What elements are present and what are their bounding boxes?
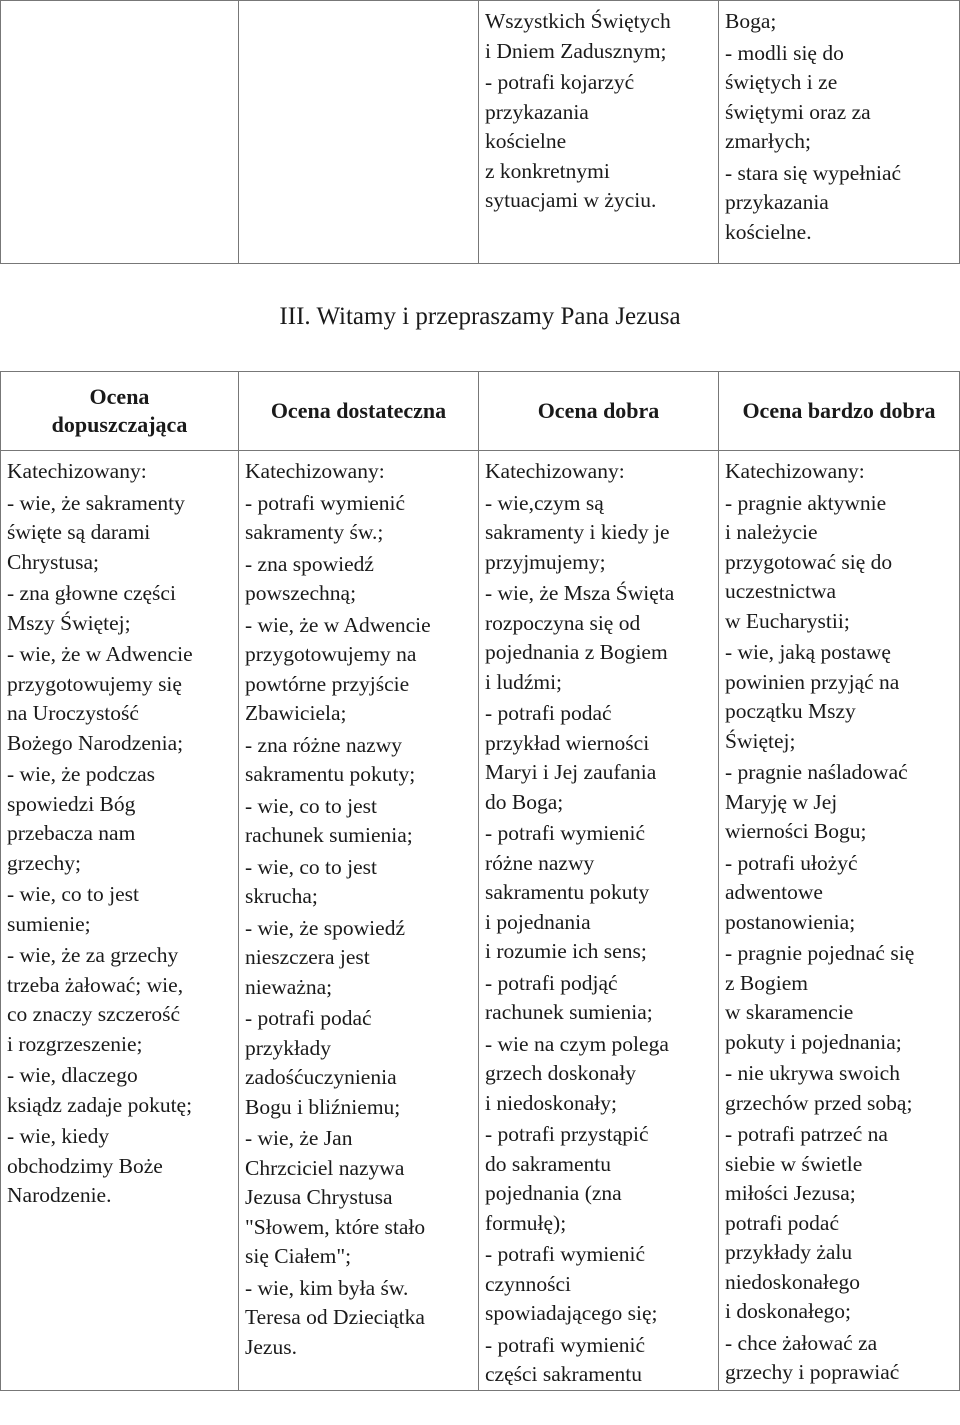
text-line: - potrafi patrzeć na [725, 1122, 888, 1146]
cell-dopuszczajaca-lines [7, 457, 238, 1211]
text-line: powtórne przyjście [245, 671, 410, 696]
text-line: przykazania [485, 99, 589, 124]
text-line: niedoskonałego [725, 1269, 860, 1294]
text-line: do sakramentu [485, 1151, 611, 1176]
text-line: "Słowem, które stało [245, 1214, 426, 1239]
text-line: nieszczera jest [245, 945, 370, 969]
text-line: Bogu i bliźniemu; [245, 1094, 401, 1119]
text-line: - wie, że spowiedź [245, 915, 405, 940]
text-line: nieważna; [245, 974, 333, 999]
text-line: formułę); [485, 1210, 567, 1235]
header-dostateczna [239, 372, 479, 451]
text-line: sakramenty św.; [245, 520, 384, 544]
text-line: - wie, co to jest [245, 854, 377, 879]
header-dostateczna-label: Ocena dostateczna [270, 398, 447, 423]
text-line: Jezus. [245, 1334, 297, 1359]
text-line: przebacza nam [7, 821, 136, 845]
text-line: przygotowujemy na [245, 642, 417, 666]
text-line: - zna różne nazwy [245, 732, 402, 757]
text-line: pojednania z Bogiem [485, 640, 668, 664]
text-line: rachunek sumienia; [245, 823, 413, 847]
text-line: Katechizowany: [7, 459, 147, 483]
text-line: - wie, że w Adwencie [7, 642, 193, 666]
text-line: rozpoczyna się od [485, 610, 641, 635]
text-line: Maryi i Jej zaufania [485, 760, 657, 784]
text-line: i rozgrzeszenie; [7, 1031, 143, 1056]
text-line: - pragnie pojednać się [725, 941, 915, 965]
text-line: pokuty i pojednania; [725, 1029, 902, 1054]
text-line: Teresa od Dzieciątka [245, 1305, 425, 1329]
text-line: przykłady [245, 1035, 331, 1060]
cell-dostateczna [239, 451, 479, 1391]
text-line: - wie, że Msza Święta [485, 581, 675, 605]
top-col-dobra-lines [485, 7, 718, 216]
text-line: Katechizowany: [245, 459, 385, 483]
text-line: Jezusa Chrystusa [245, 1185, 393, 1209]
text-line: sakramentu pokuty [485, 880, 650, 904]
text-line: z konkretnymi [485, 158, 610, 183]
text-line: kościelne. [725, 219, 812, 244]
text-line: postanowienia; [725, 909, 856, 934]
text-line: miłości Jezusa; [725, 1181, 856, 1205]
cell-dobra-lines [485, 457, 718, 1390]
grading-table [0, 371, 960, 1391]
text-line: powszechną; [245, 581, 357, 605]
text-line: - wie, że w Adwencie [245, 612, 431, 637]
text-line: - modli się do [725, 40, 844, 65]
text-line: - potrafi przystąpić [485, 1122, 649, 1146]
cell-bardzo-dobra-lines [725, 457, 959, 1388]
text-line: początku Mszy [725, 699, 856, 723]
text-line: - potrafi ułożyć [725, 850, 858, 875]
text-line: - zna głowne części [7, 581, 176, 605]
text-line: zmarłych; [725, 129, 811, 153]
text-line: - wie, dlaczego [7, 1063, 138, 1087]
content-row [1, 451, 960, 1391]
top-table [0, 0, 960, 264]
text-line: spowiedzi Bóg [7, 791, 136, 816]
text-line: Boga; [725, 9, 777, 33]
header-dopuszczajaca-line-1: Ocena [89, 384, 150, 409]
text-line: - nie ukrywa swoich [725, 1061, 900, 1085]
text-line: i pojednania [485, 909, 591, 934]
text-line: - potrafi podać [485, 701, 612, 725]
text-line: przykład wierności [485, 730, 650, 755]
header-dopuszczajaca-line-2: dopuszczająca [51, 412, 188, 437]
text-line: w Eucharystii; [725, 608, 850, 633]
text-line: sytuacjami w życiu. [485, 188, 657, 212]
text-line: - wie na czym polega [485, 1031, 669, 1056]
text-line: rachunek sumienia; [485, 1000, 653, 1024]
text-line: - wie, co to jest [245, 793, 377, 818]
text-line: - wie, kim była św. [245, 1275, 409, 1300]
text-line: kościelne [485, 129, 567, 153]
text-line: przygotowujemy się [7, 671, 182, 696]
text-line: trzeba żałować; wie, [7, 972, 184, 997]
text-line: uczestnictwa [725, 579, 837, 603]
text-line: się Ciałem"; [245, 1244, 352, 1268]
text-line: powinien przyjąć na [725, 669, 900, 694]
text-line: - pragnie aktywnie [725, 490, 887, 515]
text-line: Zbawiciela; [245, 701, 347, 725]
text-line: - chce żałować za [725, 1330, 878, 1355]
text-line: święte są darami [7, 520, 151, 544]
top-col-bardzo-dobra [719, 1, 960, 264]
text-line: przykłady żalu [725, 1240, 853, 1264]
text-line: przygotować się do [725, 549, 893, 574]
text-line: - wie, kiedy [7, 1124, 110, 1148]
text-line: zadośćuczynienia [245, 1065, 397, 1089]
cell-dostateczna-lines [245, 457, 478, 1362]
text-line: sakramentu pokuty; [245, 762, 416, 786]
header-dopuszczajaca [1, 372, 239, 451]
text-line: przyjmujemy; [485, 549, 606, 574]
text-line: grzech doskonały [485, 1061, 637, 1085]
text-line: - wie,czym są [485, 490, 604, 515]
text-line: ksiądz zadaje pokutę; [7, 1092, 193, 1117]
text-line: - potrafi wymienić [245, 490, 406, 515]
text-line: i należycie [725, 520, 818, 544]
text-line: skrucha; [245, 884, 318, 908]
top-col-dopuszczajaca [1, 1, 239, 264]
text-line: sumienie; [7, 911, 91, 936]
text-line: świętymi oraz za [725, 99, 871, 124]
text-line: przykazania [725, 190, 829, 214]
text-line: - wie, że sakramenty [7, 490, 185, 515]
text-line: Katechizowany: [725, 459, 865, 483]
text-line: - wie, co to jest [7, 882, 139, 906]
text-line: w skaramencie [725, 1000, 854, 1024]
text-line: i rozumie ich sens; [485, 939, 647, 963]
text-line: co znaczy szczerość [7, 1002, 181, 1026]
text-line: sakramenty i kiedy je [485, 520, 670, 544]
text-line: - pragnie naśladować [725, 760, 908, 784]
text-line: Chrzciciel nazywa [245, 1155, 405, 1180]
top-col-bardzo-dobra-lines [725, 7, 959, 247]
text-line: - zna spowiedź [245, 551, 374, 576]
text-line: - wie, że Jan [245, 1126, 353, 1150]
text-line: Narodzenie. [7, 1183, 112, 1207]
text-line: adwentowe [725, 880, 823, 904]
text-line: - potrafi wymienić [485, 1332, 646, 1357]
text-line: Katechizowany: [485, 459, 625, 483]
text-line: wierności Bogu; [725, 819, 867, 843]
text-line: - potrafi kojarzyć [485, 70, 635, 94]
text-line: czynności [485, 1271, 571, 1296]
text-line: Wszystkich Świętych [485, 9, 671, 33]
cell-dobra [479, 451, 719, 1391]
section-title: III. Witamy i przepraszamy Pana Jezusa [279, 303, 681, 330]
text-line: do Boga; [485, 789, 564, 814]
text-line: - wie, jaką postawę [725, 640, 891, 664]
text-line: grzechy i poprawiać [725, 1360, 900, 1384]
header-row [1, 372, 960, 451]
text-line: Bożego Narodzenia; [7, 730, 184, 755]
text-line: grzechy; [7, 850, 82, 875]
text-line: i Dniem Zadusznym; [485, 38, 667, 63]
text-line: siebie w świetle [725, 1151, 863, 1176]
text-line: - potrafi podać [245, 1006, 372, 1030]
text-line: i ludźmi; [485, 669, 563, 694]
header-bardzo-dobra-label: Ocena bardzo dobra [742, 398, 936, 423]
text-line: - potrafi podjąć [485, 970, 618, 995]
text-line: części sakramentu [485, 1362, 642, 1386]
cell-dopuszczajaca [1, 451, 239, 1391]
text-line: - wie, że za grzechy [7, 943, 179, 967]
text-line: potrafi podać [725, 1210, 840, 1235]
text-line: - wie, że podczas [7, 762, 156, 786]
text-line: Chrystusa; [7, 549, 99, 574]
text-line: z Bogiem [725, 970, 808, 995]
text-line: i doskonałego; [725, 1299, 851, 1323]
top-table-row [1, 1, 960, 264]
top-col-dostateczna [239, 1, 479, 264]
text-line: Mszy Świętej; [7, 610, 131, 635]
text-line: - potrafi wymienić [485, 821, 646, 845]
text-line: - stara się wypełniać [725, 160, 902, 185]
header-dobra-label: Ocena dobra [537, 398, 660, 423]
text-line: grzechów przed sobą; [725, 1090, 913, 1115]
text-line: Maryję w Jej [725, 789, 838, 814]
top-col-dobra [479, 1, 719, 264]
text-line: - potrafi wymienić [485, 1242, 646, 1266]
text-line: pojednania (zna [485, 1181, 622, 1205]
text-line: obchodzimy Boże [7, 1153, 163, 1178]
text-line: spowiadającego się; [485, 1301, 658, 1325]
text-line: Świętej; [725, 728, 796, 753]
text-line: świętych i ze [725, 70, 838, 94]
text-line: na Uroczystość [7, 701, 139, 725]
header-bardzo-dobra [719, 372, 960, 451]
cell-bardzo-dobra [719, 451, 960, 1391]
text-line: i niedoskonały; [485, 1090, 617, 1115]
text-line: różne nazwy [485, 850, 595, 875]
header-dobra [479, 372, 719, 451]
